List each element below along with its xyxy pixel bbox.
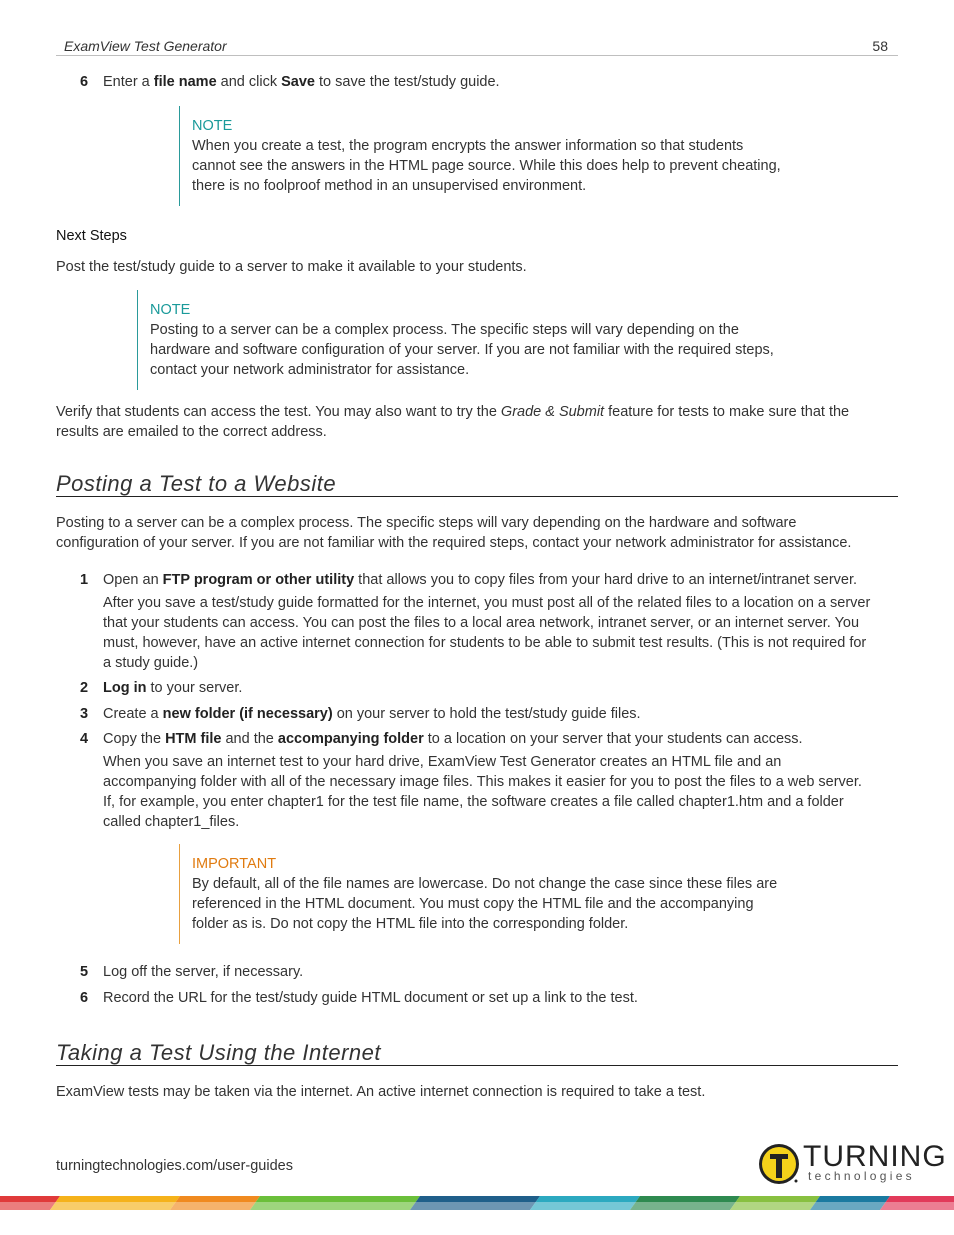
important-line: folder as is. Do not copy the HTML file into the corresponding folder. <box>192 916 629 932</box>
turning-technologies-logo <box>758 1140 947 1188</box>
posting-intro: Posting to a server can be a complex process. The specific steps will vary depending on the hardware and software configuration of your server. If you are not familiar with the required steps, contact your network administrator for assistance. <box>56 515 852 551</box>
page-header <box>56 36 898 56</box>
note-line: there is no foolproof method in an unsupervised environment. <box>192 178 587 194</box>
important-lowercase <box>179 844 819 944</box>
step-number: 5 <box>80 964 89 980</box>
note-label: NOTE <box>150 302 191 318</box>
section-heading-posting: Posting a Test to a Website <box>56 474 898 497</box>
footer-url[interactable]: turningtechnologies.com/user-guides <box>56 1158 293 1174</box>
step-number: 1 <box>80 572 89 588</box>
important-label: IMPORTANT <box>192 856 277 872</box>
step-text: Copy the HTM file and the accompanying folder to a location on your server that your students can access. <box>103 731 803 747</box>
step-text: Create a new folder (if necessary) on your server to hold the test/study guide files. <box>103 706 641 722</box>
step-detail: After you save a test/study guide formatted for the internet, you must post all of the related files to a location on a server that your students can access. You can post the files to a local area network, intranet server, or an internet server. You must, however, have an active internet connection for students to be able to submit test results. (This is not required for a study guide.) <box>103 595 871 671</box>
step-text: Log off the server, if necessary. <box>103 964 304 980</box>
step-detail: When you save an internet test to your hard drive, ExamView Test Generator creates an HTML file and an accompanying folder with all of the necessary image files. This makes it easier for you to post the files to a web server. If, for example, you enter chapter1 for the test file name, the software creates a file called chapter1.htm and a folder called chapter1_files. <box>103 754 862 830</box>
step-text: Enter a file name and click Save to save the test/study guide. <box>103 74 500 90</box>
footer-color-bar <box>0 1196 954 1210</box>
verify-paragraph: Verify that students can access the test. You may also want to try the Grade & Submit feature for tests to make sure that the results are emailed to the correct address. <box>56 404 850 440</box>
important-line: referenced in the HTML document. You must copy the HTML file and the accompanying <box>192 896 754 912</box>
note-server <box>137 290 817 390</box>
document-title: ExamView Test Generator <box>64 38 227 54</box>
section-heading-taking: Taking a Test Using the Internet <box>56 1043 898 1066</box>
grade-submit-feature: Grade & Submit <box>500 404 605 420</box>
note-line: cannot see the answers in the HTML page source. While this does help to prevent cheating, <box>192 158 781 174</box>
note-line: hardware and software configuration of your server. If you are not familiar with the required steps, <box>150 342 774 358</box>
important-line: By default, all of the file names are lowercase. Do not change the case since these files are <box>192 876 778 892</box>
next-steps-paragraph: Post the test/study guide to a server to make it available to your students. <box>56 259 527 275</box>
step-text: Open an FTP program or other utility that allows you to copy files from your hard drive to an internet/intranet server. <box>103 572 858 588</box>
next-steps-heading: Next Steps <box>56 228 127 244</box>
logo-word-technologies: technologies <box>808 1169 915 1183</box>
logo-word-turning: TURNING <box>803 1140 947 1173</box>
note-label: NOTE <box>192 118 233 134</box>
step-number: 4 <box>80 731 89 747</box>
note-line: When you create a test, the program encrypts the answer information so that students <box>192 138 744 154</box>
step-text: Log in to your server. <box>103 680 243 696</box>
step-number: 6 <box>80 74 89 90</box>
step-number: 3 <box>80 706 89 722</box>
note-line: Posting to a server can be a complex process. The specific steps will vary depending on the <box>150 322 739 338</box>
page-number: 58 <box>872 38 888 54</box>
note-encryption <box>179 106 819 206</box>
note-line: contact your network administrator for assistance. <box>150 362 470 378</box>
step-text: Record the URL for the test/study guide HTML document or set up a link to the test. <box>103 990 638 1006</box>
step-number: 2 <box>80 680 89 696</box>
step-number: 6 <box>80 990 89 1006</box>
taking-paragraph: ExamView tests may be taken via the internet. An active internet connection is required to take a test. <box>56 1084 706 1100</box>
